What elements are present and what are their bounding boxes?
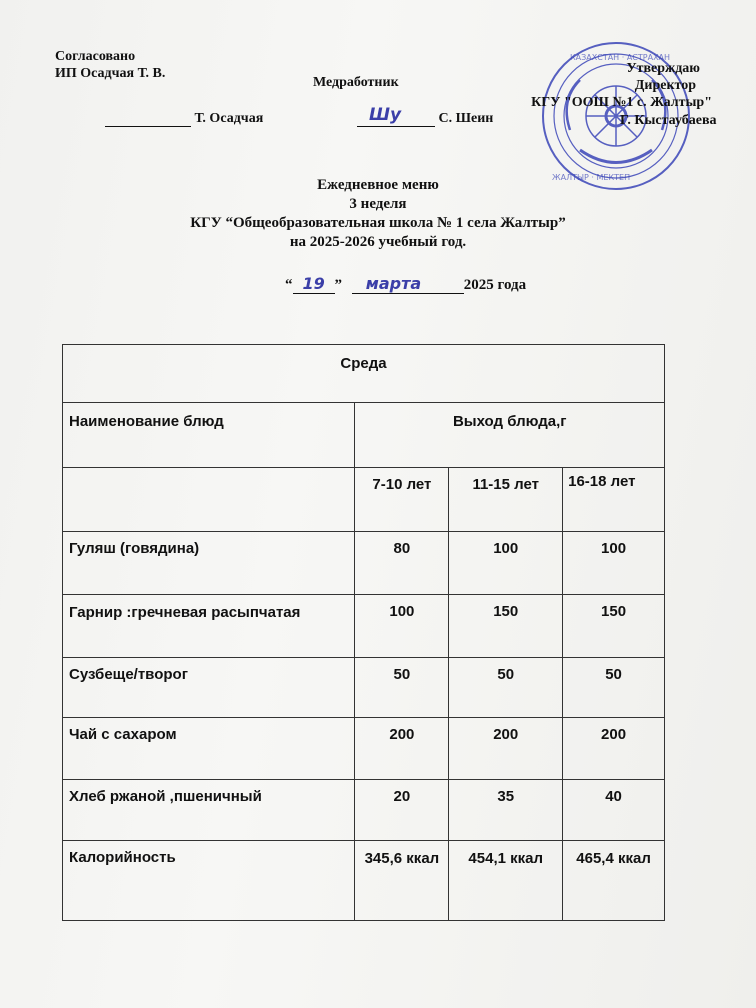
dish-yield-1: 50	[355, 658, 449, 718]
date-open-quote: “	[285, 277, 293, 293]
dish-yield-3: 40	[563, 780, 665, 841]
dish-name: Гуляш (говядина)	[63, 532, 355, 595]
table-row	[63, 595, 665, 658]
dish-yield-2: 200	[449, 718, 563, 780]
age-group-empty	[63, 468, 355, 532]
col-yield-header: Выход блюда,г	[355, 403, 665, 468]
approve-label: Утверждаю	[626, 61, 700, 76]
date-month-field	[352, 274, 464, 294]
dish-name: Хлеб ржаной ,пшеничный	[63, 780, 355, 841]
approve-signer: Г. Кыстаубаева	[620, 113, 717, 128]
date-line	[285, 274, 527, 294]
table-day-row	[63, 345, 665, 403]
dish-yield-3: 150	[563, 595, 665, 658]
age-group-3: 16-18 лет	[563, 468, 665, 532]
menu-title	[0, 176, 756, 252]
dish-yield-1: 100	[355, 595, 449, 658]
agreed-signer: Т. Осадчая	[194, 111, 264, 126]
medic-handwritten-signature: Шу	[369, 105, 402, 125]
age-group-2: 11-15 лет	[449, 468, 563, 532]
date-close-quote: ”	[334, 277, 342, 293]
dish-name: Гарнир :гречневая расыпчатая	[63, 595, 355, 658]
dish-yield-3: 50	[563, 658, 665, 718]
table-row	[63, 718, 665, 780]
calories-row	[63, 841, 665, 921]
date-day-handwritten: 19	[302, 274, 325, 293]
approve-block	[531, 60, 712, 111]
title-line-1: Ежедневное меню	[317, 177, 439, 193]
dish-yield-1: 20	[355, 780, 449, 841]
medic-signature	[357, 105, 435, 127]
svg-text:КАЗАХСТАН · АСТРАХАН: КАЗАХСТАН · АСТРАХАН	[570, 53, 671, 62]
dish-yield-2: 150	[449, 595, 563, 658]
table-row	[63, 780, 665, 841]
signature-blank	[105, 126, 191, 127]
calories-value-1: 345,6 ккал	[355, 841, 449, 921]
date-month-handwritten: марта	[365, 274, 422, 293]
dish-yield-2: 50	[449, 658, 563, 718]
date-day-field	[293, 274, 335, 294]
calories-label: Калорийность	[63, 841, 355, 921]
dish-yield-2: 100	[449, 532, 563, 595]
title-line-2: 3 неделя	[349, 196, 407, 212]
medic-label: Медработник	[313, 75, 399, 90]
title-line-3: КГУ “Общеобразовательная школа № 1 села Жалтыр”	[190, 215, 566, 231]
dish-yield-2: 35	[449, 780, 563, 841]
dish-yield-3: 100	[563, 532, 665, 595]
age-group-1: 7-10 лет	[355, 468, 449, 532]
title-line-4: на 2025-2026 учебный год.	[289, 234, 467, 250]
medic-signer: С. Шеин	[438, 111, 494, 126]
table-row	[63, 658, 665, 718]
calories-value-3: 465,4 ккал	[563, 841, 665, 921]
agreed-signature-line	[105, 110, 263, 127]
dish-name: Сузбеще/творог	[63, 658, 355, 718]
agreed-label: Согласовано	[55, 49, 136, 64]
table-row	[63, 532, 665, 595]
day-cell: Среда	[63, 345, 665, 403]
dish-name: Чай с сахаром	[63, 718, 355, 780]
age-group-row	[63, 468, 665, 532]
menu-table	[62, 344, 665, 921]
table-header-row	[63, 403, 665, 468]
col-name-header: Наименование блюд	[63, 403, 355, 468]
medic-signature-line	[357, 105, 494, 127]
date-year: 2025 года	[463, 277, 527, 293]
dish-yield-1: 80	[355, 532, 449, 595]
approve-position: Директор	[634, 78, 696, 93]
agreed-org: ИП Осадчая Т. В.	[55, 66, 166, 81]
calories-value-2: 454,1 ккал	[449, 841, 563, 921]
approve-org: КГУ "ООШ №1 с. Жалтыр"	[531, 95, 712, 110]
dish-yield-1: 200	[355, 718, 449, 780]
svg-text:ЖАЛТЫР · МЕКТЕП: ЖАЛТЫР · МЕКТЕП	[552, 173, 631, 182]
dish-yield-3: 200	[563, 718, 665, 780]
agreed-block	[55, 48, 165, 82]
